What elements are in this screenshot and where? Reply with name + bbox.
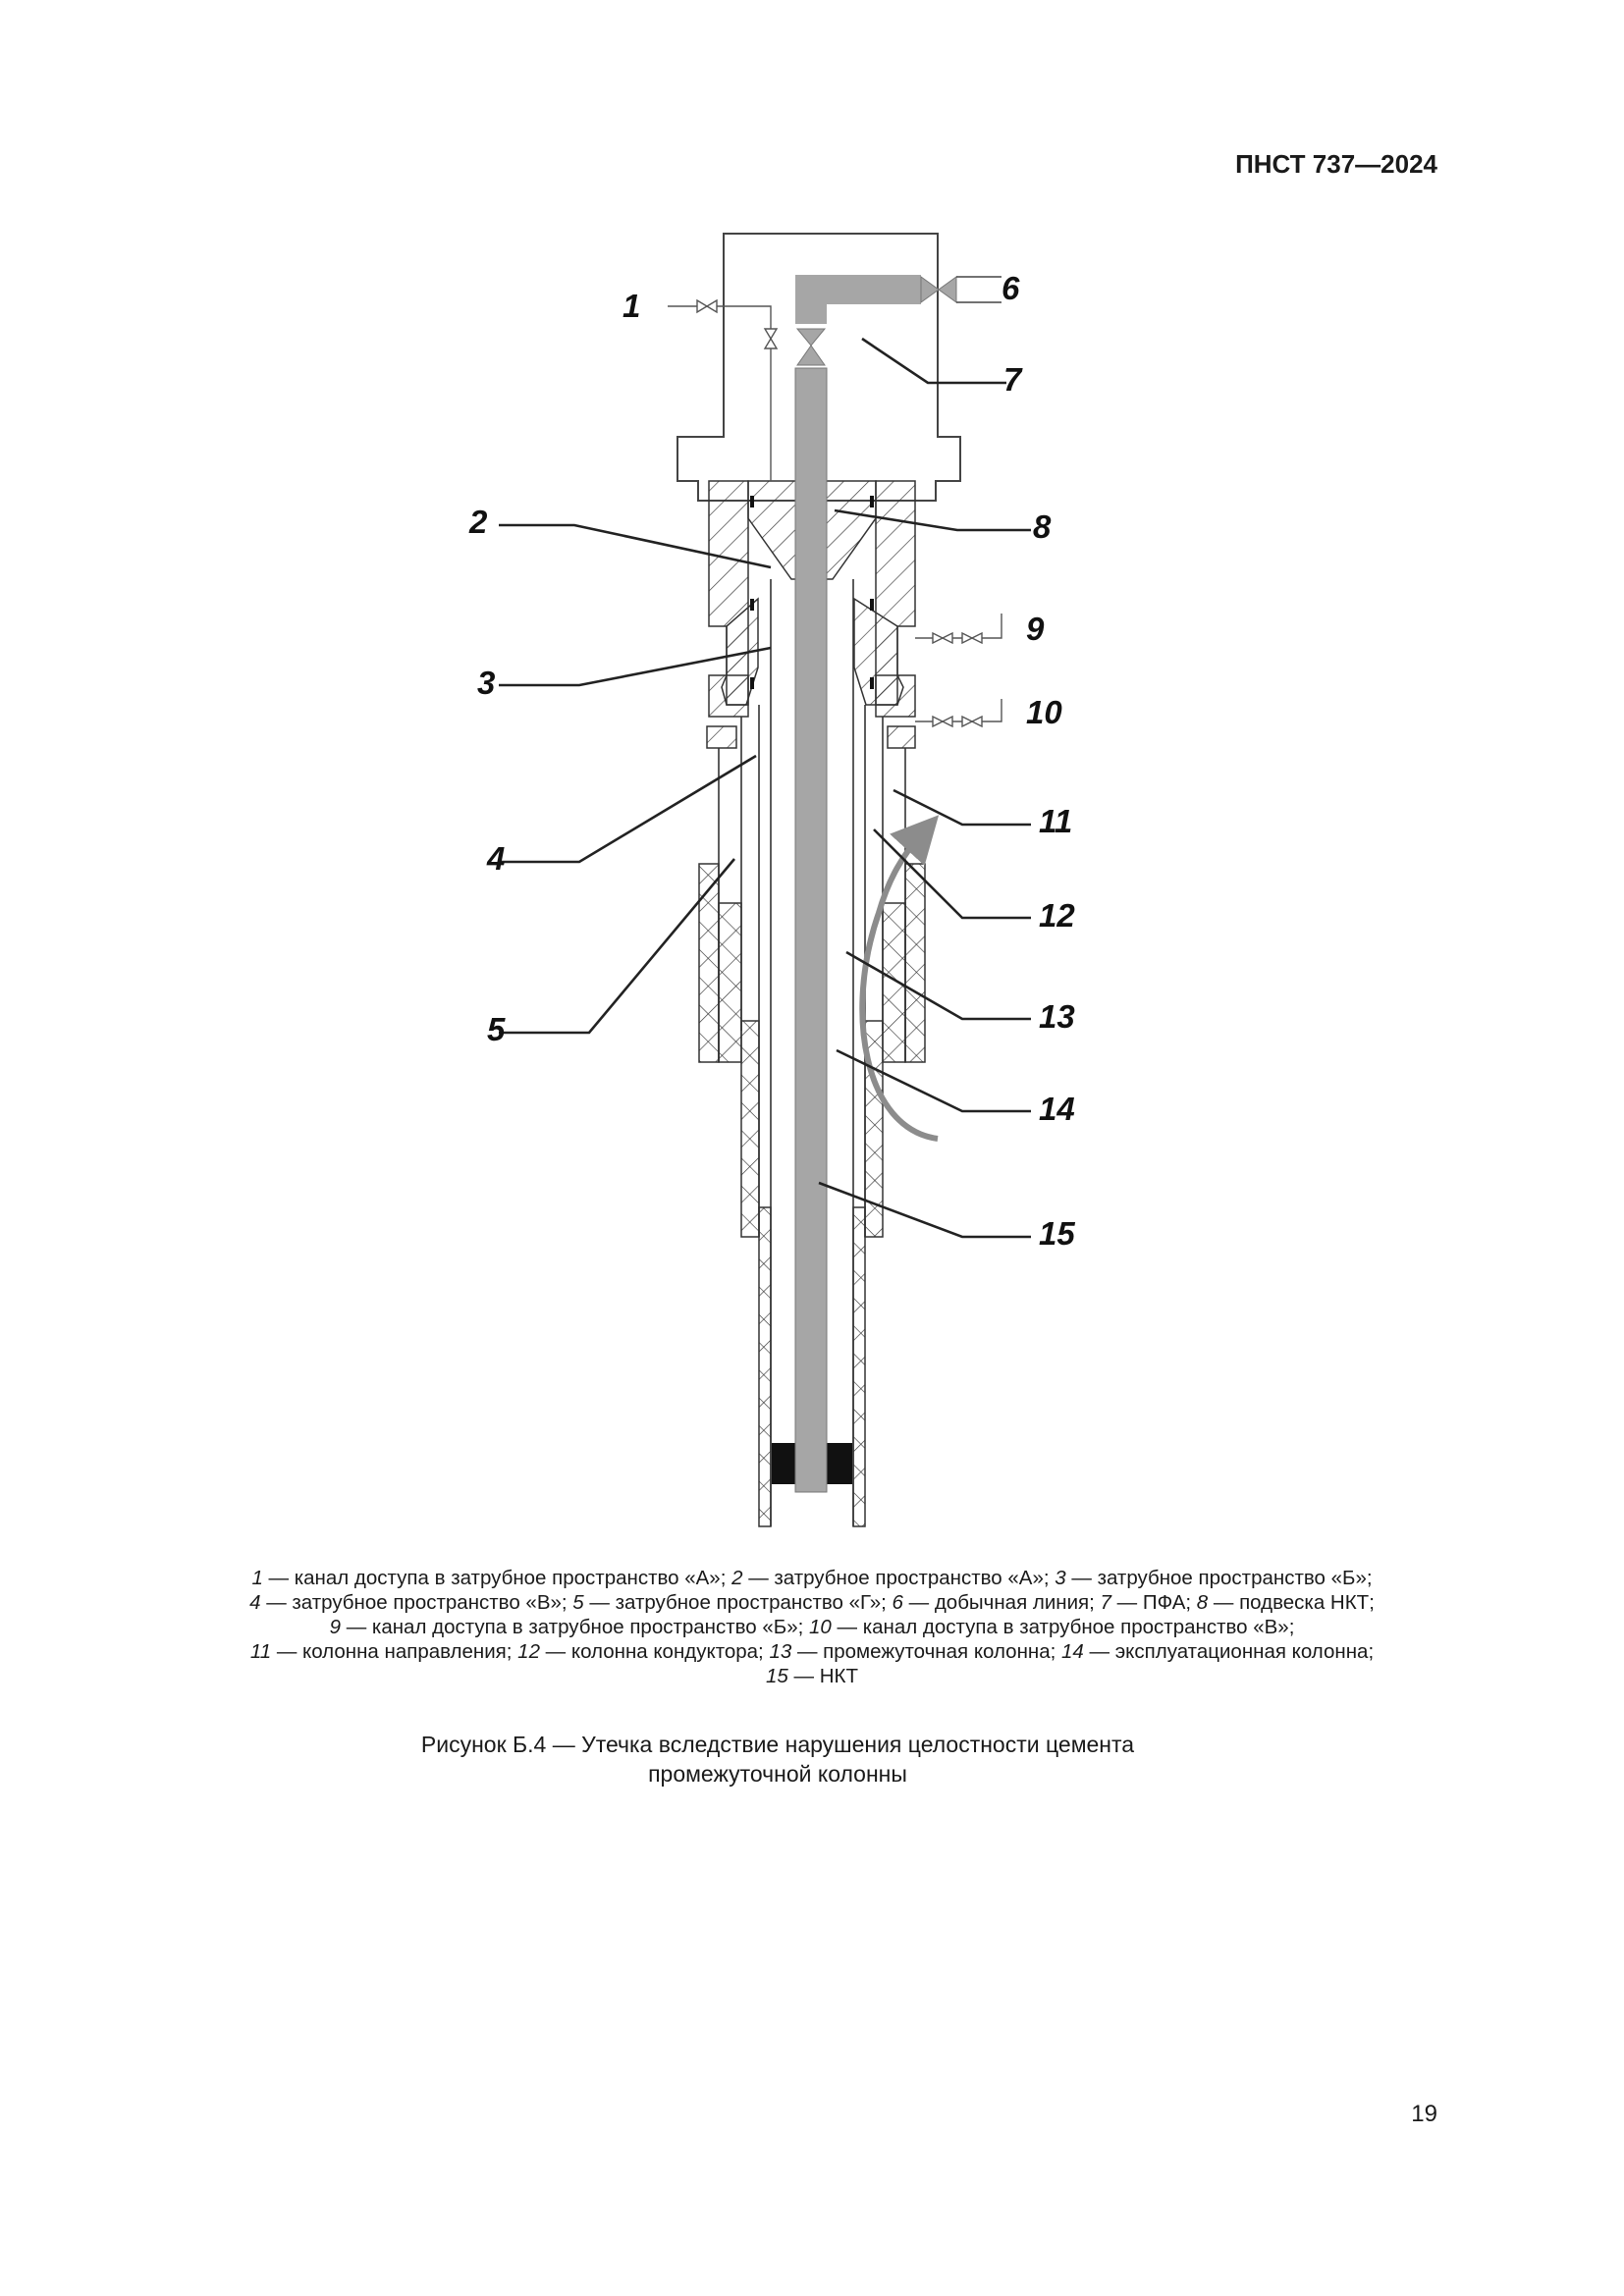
callout-14: 14	[1039, 1091, 1075, 1127]
figure-caption	[128, 1730, 1428, 1789]
callout-7: 7	[1003, 361, 1022, 398]
callout-9: 9	[1026, 611, 1045, 647]
callout-3: 3	[477, 665, 496, 701]
legend-number: 8	[1196, 1591, 1209, 1614]
figure-legend	[128, 1566, 1496, 1688]
callout-8: 8	[1033, 508, 1052, 545]
callout-12: 12	[1039, 897, 1075, 934]
callout-5: 5	[487, 1011, 506, 1047]
legend-text: — затрубное пространство «А»;	[742, 1567, 1056, 1589]
tubing	[795, 368, 827, 1492]
callout-6: 6	[1001, 270, 1020, 306]
legend-line	[128, 1566, 1496, 1590]
legend-number: 12	[517, 1640, 540, 1663]
legend-number: 4	[249, 1591, 261, 1614]
callout-1: 1	[623, 288, 641, 324]
caption-line-2: промежуточной колонны	[648, 1761, 907, 1787]
legend-line	[128, 1639, 1496, 1664]
legend-text: — канал доступа в затрубное пространство «А»;	[262, 1567, 732, 1589]
callout-4: 4	[487, 840, 506, 877]
legend-number: 9	[329, 1616, 342, 1638]
legend-text: — ПФА;	[1110, 1591, 1197, 1614]
legend-text: — канал доступа в затрубное пространство «В»;	[831, 1616, 1295, 1638]
legend-text: — эксплуатационная колонна;	[1083, 1640, 1375, 1663]
legend-number: 15	[766, 1665, 788, 1687]
legend-text: — колонна направления;	[271, 1640, 518, 1663]
legend-number: 5	[572, 1591, 584, 1614]
legend-text: — затрубное пространство «Б»;	[1065, 1567, 1373, 1589]
callout-13: 13	[1039, 998, 1075, 1035]
legend-number: 6	[892, 1591, 903, 1614]
legend-line	[128, 1590, 1496, 1615]
legend-text: — колонна кондуктора;	[539, 1640, 770, 1663]
legend-text: — промежуточная колонна;	[791, 1640, 1062, 1663]
callout-2: 2	[469, 504, 488, 540]
legend-number: 7	[1100, 1591, 1111, 1614]
document-code: ПНСТ 737—2024	[1235, 149, 1437, 179]
legend-number: 10	[809, 1616, 832, 1638]
legend-text: — подвеска НКТ;	[1208, 1591, 1375, 1614]
legend-line	[128, 1615, 1496, 1639]
legend-number: 13	[769, 1640, 792, 1663]
legend-text: — добычная линия;	[902, 1591, 1101, 1614]
callout-11: 11	[1039, 803, 1073, 839]
caption-line-1: Рисунок Б.4 — Утечка вследствие нарушения целостности цемента	[420, 1732, 1135, 1757]
legend-text: — затрубное пространство «Г»;	[583, 1591, 893, 1614]
access-lines-9-10	[915, 614, 1001, 726]
legend-number: 2	[731, 1567, 743, 1589]
legend-number: 14	[1061, 1640, 1084, 1663]
page-number: 19	[1411, 2101, 1437, 2127]
legend-text: — НКТ	[787, 1665, 858, 1687]
callout-15: 15	[1039, 1215, 1075, 1252]
callout-10: 10	[1026, 694, 1062, 730]
legend-line	[128, 1664, 1496, 1688]
legend-number: 3	[1055, 1567, 1066, 1589]
legend-number: 1	[251, 1567, 263, 1589]
legend-text: — затрубное пространство «В»;	[260, 1591, 573, 1614]
legend-text: — канал доступа в затрубное пространство «Б»;	[341, 1616, 810, 1638]
legend-number: 11	[249, 1640, 272, 1663]
